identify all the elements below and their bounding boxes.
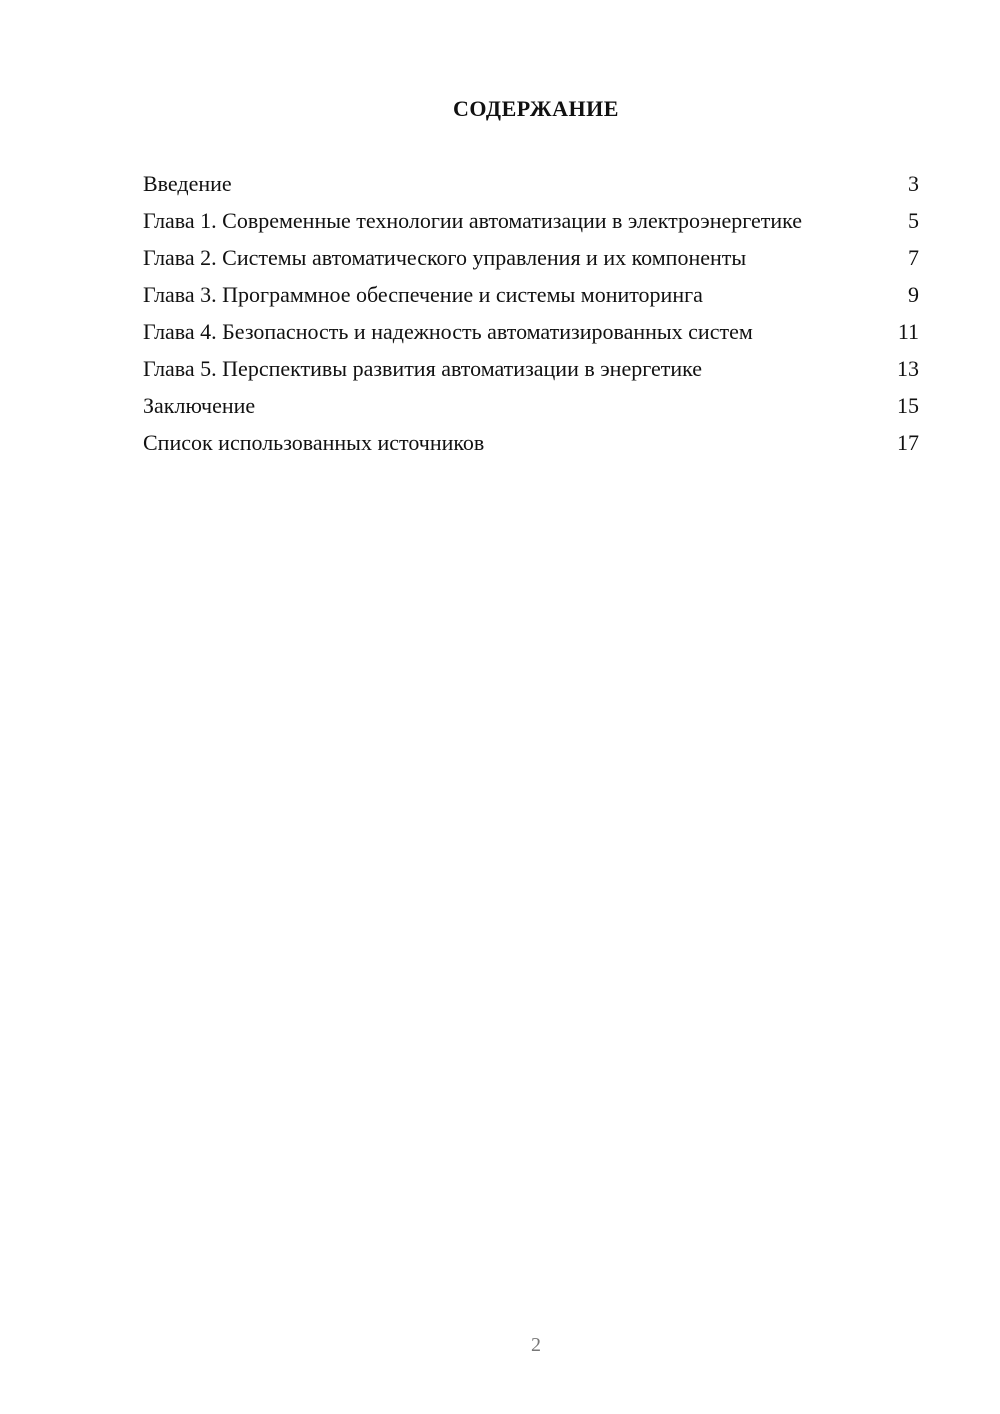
toc-entry-title: Глава 1. Современные технологии автоматизации в электроэнергетике <box>143 208 803 233</box>
toc-entry-page: 15 <box>897 393 919 418</box>
toc-entry-title: Заключение <box>143 393 256 418</box>
toc-entry[interactable] <box>143 207 919 234</box>
toc-entry-page: 17 <box>897 430 919 455</box>
toc-entry[interactable] <box>143 318 919 345</box>
toc-entry-page: 7 <box>908 245 919 270</box>
toc-entry-page: 5 <box>908 208 919 233</box>
toc-entry-page: 3 <box>908 171 919 196</box>
toc-entry[interactable] <box>143 429 919 456</box>
toc-entry-page: 11 <box>897 319 919 344</box>
page-title: СОДЕРЖАНИЕ <box>453 96 619 121</box>
toc-entry[interactable] <box>143 244 919 271</box>
toc-entry-page: 9 <box>908 282 919 307</box>
toc-entry-title: Глава 2. Системы автоматического управления и их компоненты <box>143 245 747 270</box>
toc-entry-title: Глава 3. Программное обеспечение и системы мониторинга <box>143 282 703 307</box>
toc-entry-title: Глава 5. Перспективы развития автоматизации в энергетике <box>143 356 703 381</box>
toc-entry-title: Глава 4. Безопасность и надежность автоматизированных систем <box>143 319 753 344</box>
toc-entry-title: Список использованных источников <box>143 430 485 455</box>
toc-entry-page: 13 <box>897 356 919 381</box>
toc-entry[interactable] <box>143 355 919 382</box>
table-of-contents <box>143 170 919 466</box>
toc-entry[interactable] <box>143 170 919 197</box>
toc-entry[interactable] <box>143 392 919 419</box>
toc-entry[interactable] <box>143 281 919 308</box>
toc-entry-title: Введение <box>143 171 232 196</box>
page-number: 2 <box>531 1334 541 1356</box>
